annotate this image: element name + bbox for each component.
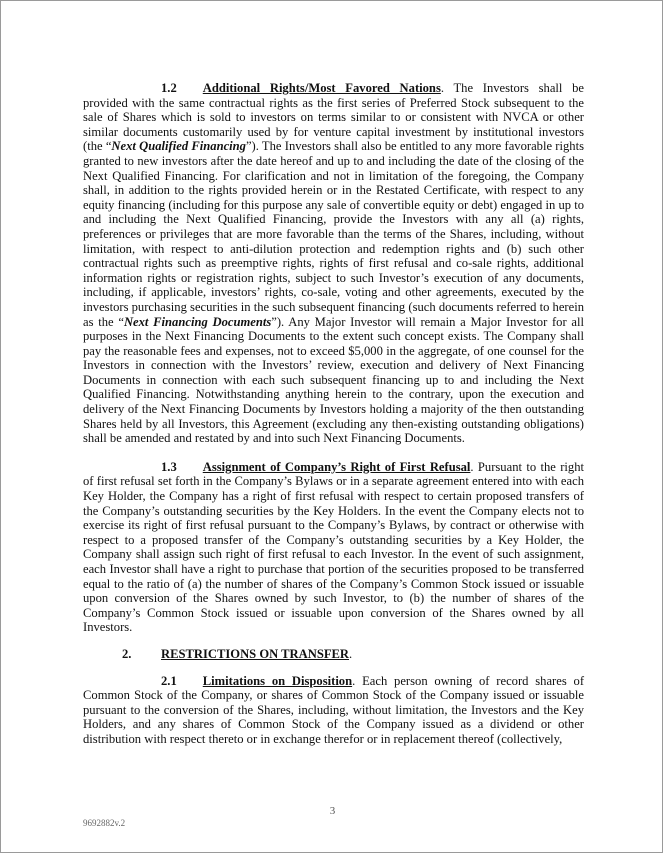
section-heading: Additional Rights/Most Favored Nations: [202, 81, 441, 95]
section-number: 1.3: [161, 459, 177, 474]
paragraph-text: ”). The Investors shall also be entitled to any more favorable rights granted to new investors after the date hereof and up to and including the date of the closing of the Next Qualified Financing. For clarification and not in limitation of the foregoing, the Company shall, in addition to the rights provided herein or in the Restated Certificate, with respect to any equity financing (including for this purpose any sale of convertible equity or debt) engaged in up to and including the Next Qualified Financing, provide the Investors with any all (a) rights, preferences or privileges that are more favorable than the terms of the Shares, including, without limitation, with respect to anti-dilution protection and redemption rights and (b) such other contractual rights such as preemptive rights, rights of first refusal and co-sale rights, additional information rights or registration rights, subject to such Investor’s execution of any documents, including, if applicable, investors’ rights, co-sale, voting and other agreements, executed by the investors purchasing securities in the such subsequent financing (such documents referred to herein as the “: [83, 139, 584, 329]
section-heading: RESTRICTIONS ON TRANSFER: [161, 646, 350, 661]
section-number: 2.: [122, 646, 132, 661]
section-number: 2.1: [161, 673, 177, 688]
section-heading: Assignment of Company’s Right of First Refusal: [202, 459, 471, 474]
page-number: 3: [329, 805, 336, 817]
paragraph-1-3: [83, 460, 584, 635]
paragraph-2-1: [83, 674, 584, 747]
paragraph-text: . The Investors shall be provided with the same contractual rights as the first series of Preferred Stock subsequent to the sale of Shares which is sold to investors on terms similar to or consistent with NVCA or other similar documents customarily used by for venture capital investment by institutional investors (the “: [83, 81, 584, 154]
paragraph-1-2: [83, 81, 584, 446]
defined-term: Next Qualified Financing: [111, 139, 246, 154]
defined-term: Next Financing Documents: [123, 314, 272, 329]
document-id: 9692882v.2: [83, 818, 126, 828]
paragraph-text: . Each person owning of record shares of Common Stock of the Company, or shares of Common Stock of the Company issued or issuable pursuant to the conversion of the Shares, including, without limitation, the Investors and the Key Holders, and any shares of Common Stock of the Company issued as a dividend or other distribution with respect thereto or in exchange therefor or in replacement thereof (collectively,: [83, 673, 585, 746]
section-number: 1.2: [161, 81, 177, 95]
heading-suffix: .: [349, 646, 353, 661]
paragraph-text: . Pursuant to the right of first refusal set forth in the Company’s Bylaws or in a separate agreement entered into with each Key Holder, the Company has a right of first refusal with respect to certain proposed transfers of the Company’s outstanding securities by the Key Holders. In the event the Company elects not to exercise its right of first refusal pursuant to the Company’s Bylaws, by contract or otherwise with respect to a proposed transfer of the Company’s outstanding securities by a Key Holder, the Company shall assign such right of first refusal to each Investor. In the event of such assignment, each Investor shall have a right to purchase that portion of the securities proposed to be transferred equal to the ratio of (a) the number of shares of the Company’s Common Stock issued or issuable upon conversion of the Shares owned by such Investor, to (b) the number of shares of the Company’s Common Stock issued or issuable upon conversion of the Shares owned by all Investors.: [83, 459, 584, 635]
section-heading: Limitations on Disposition: [202, 673, 353, 688]
document-body: [83, 81, 584, 747]
paragraph-text: ”). Any Major Investor will remain a Major Investor for all purposes in the Next Financing Documents to the extent such concept exists. The Company shall pay the reasonable fees and expenses, not to exceed $5,000 in the aggregate, of one counsel for the Investors in connection with the Investors’ review, execution and delivery of Next Financing Documents in connection with each such subsequent financing up to and including the Next Qualified Financing. Notwithstanding anything herein to the contrary, upon the execution and delivery of the Next Financing Documents by Investors holding a majority of the then outstanding Shares held by all Investors, this Agreement (excluding any then-existing outstanding obligations) shall be amended and restated by and into such Next Financing Documents.: [83, 314, 584, 446]
section-2-heading: [83, 647, 584, 662]
